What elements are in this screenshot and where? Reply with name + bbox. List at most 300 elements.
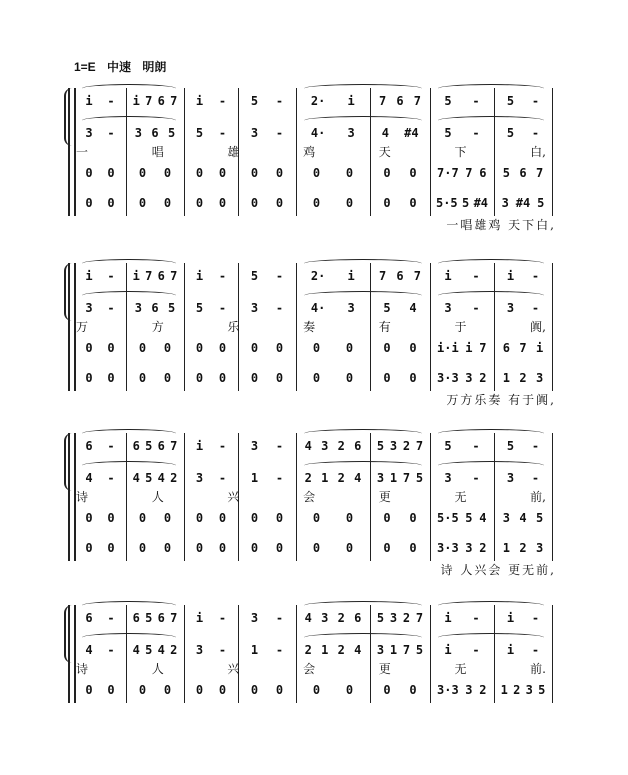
measure <box>300 505 366 531</box>
note: 0 <box>195 341 204 355</box>
note: - <box>107 94 115 108</box>
note: 0 <box>312 341 321 355</box>
note: #4 <box>404 126 419 140</box>
note: i <box>506 611 515 625</box>
note: 0 <box>163 541 172 555</box>
measure <box>434 335 490 361</box>
measure <box>374 535 426 561</box>
score-header <box>74 58 174 75</box>
lyric-syllable: 天 <box>378 145 391 159</box>
note: 6 <box>519 166 527 180</box>
note: 0 <box>275 683 284 697</box>
measure <box>300 190 366 216</box>
note: 0 <box>195 511 204 525</box>
note: 0 <box>107 166 115 180</box>
note: 6 <box>151 126 159 140</box>
measure <box>78 365 122 391</box>
mood-marking: 明朗 <box>142 60 167 74</box>
note: - <box>472 471 480 485</box>
note: 7 <box>379 94 387 108</box>
note: - <box>218 439 227 453</box>
note: 5 <box>506 94 515 108</box>
note: 0 <box>218 541 227 555</box>
note: - <box>531 439 540 453</box>
note: 3 <box>506 471 515 485</box>
note: - <box>218 471 227 485</box>
note: 4 <box>157 471 165 485</box>
part-row <box>0 160 628 186</box>
part-row <box>0 365 628 391</box>
note: 5 <box>195 301 204 315</box>
lyric-syllable: 万 <box>76 320 89 334</box>
note: - <box>275 301 284 315</box>
note: 3 <box>250 126 259 140</box>
note: i <box>132 94 140 108</box>
tempo-marking: 中速 <box>107 60 132 74</box>
measure <box>498 160 548 186</box>
note: 0 <box>163 166 172 180</box>
note: 3·3 <box>437 371 459 385</box>
note: 3 <box>321 611 329 625</box>
note: 0 <box>218 511 227 525</box>
note: 0 <box>85 511 93 525</box>
measure <box>78 535 122 561</box>
note: 0 <box>138 541 147 555</box>
measure <box>130 88 180 114</box>
note: 4 <box>85 471 93 485</box>
note: 0 <box>163 683 172 697</box>
note: 0 <box>275 166 284 180</box>
lyric-syllable: 下 <box>454 145 467 159</box>
note: 1 <box>321 471 329 485</box>
note: 5 <box>145 471 153 485</box>
note: i <box>506 643 515 657</box>
note: 0 <box>85 371 93 385</box>
note: 0 <box>345 196 354 210</box>
note: 3 <box>465 371 473 385</box>
note: 2 <box>337 439 345 453</box>
note: 0 <box>138 166 147 180</box>
note: 6 <box>354 611 362 625</box>
note: 7 <box>413 269 421 283</box>
note: 0 <box>250 166 259 180</box>
measure <box>434 160 490 186</box>
note: - <box>531 611 540 625</box>
note: 0 <box>218 683 227 697</box>
note: - <box>275 611 284 625</box>
note: 6 <box>502 341 510 355</box>
note: 6 <box>85 611 93 625</box>
measure <box>130 505 180 531</box>
note: - <box>472 643 480 657</box>
note: - <box>275 126 284 140</box>
note: 1 <box>250 643 259 657</box>
note: i <box>85 94 93 108</box>
note: 1 <box>502 541 510 555</box>
note: 5 <box>506 439 515 453</box>
measure <box>374 605 426 631</box>
note: 3 <box>536 541 544 555</box>
note: 1 <box>389 643 398 657</box>
note: 0 <box>409 541 417 555</box>
note: 0 <box>312 371 321 385</box>
note: 0 <box>85 166 93 180</box>
note: 0 <box>275 196 284 210</box>
note: 0 <box>138 511 147 525</box>
note: 3 <box>525 683 533 697</box>
note: 3 <box>465 541 473 555</box>
note: 4 <box>304 439 312 453</box>
measure <box>300 365 366 391</box>
note: i <box>132 269 140 283</box>
note: 6 <box>479 166 487 180</box>
note: 5 <box>250 94 259 108</box>
note: i <box>195 611 204 625</box>
note: 4 <box>354 643 362 657</box>
measure <box>498 88 548 114</box>
note: - <box>218 269 227 283</box>
note: - <box>472 269 480 283</box>
note: 5·5 <box>435 196 458 210</box>
note: 6 <box>157 94 165 108</box>
note: 0 <box>250 196 259 210</box>
measure <box>188 88 234 114</box>
measure <box>300 160 366 186</box>
note: 0 <box>218 341 227 355</box>
note: 7 <box>170 439 178 453</box>
note: 0 <box>218 371 227 385</box>
part-row <box>0 88 628 114</box>
note: 0 <box>107 371 115 385</box>
note: 0 <box>195 683 204 697</box>
note: 5 <box>145 643 153 657</box>
lyric-syllable: 奏 <box>303 320 316 334</box>
lyric-syllable: 鸡 <box>303 145 316 159</box>
note: - <box>275 643 284 657</box>
lyric-syllable: 更 <box>378 662 391 676</box>
note: 0 <box>312 196 321 210</box>
note: 4 <box>85 643 93 657</box>
note: 0 <box>163 196 172 210</box>
note: 2 <box>170 643 178 657</box>
note: 4· <box>310 126 326 140</box>
note: 0 <box>312 166 321 180</box>
note: 2 <box>402 439 411 453</box>
measure <box>188 605 234 631</box>
note: 0 <box>250 371 259 385</box>
lyrics-bottom: 万方乐奏 有于阗, <box>446 393 556 407</box>
note: 0 <box>85 541 93 555</box>
note: 0 <box>250 341 259 355</box>
measure <box>130 160 180 186</box>
note: 5 <box>444 126 452 140</box>
note: 4 <box>381 126 389 140</box>
part-row <box>0 605 628 631</box>
measure <box>188 335 234 361</box>
note: 0 <box>107 541 115 555</box>
note: 0 <box>312 683 321 697</box>
note: 6 <box>157 611 165 625</box>
note: 7 <box>145 269 153 283</box>
note: 5·5 <box>437 511 459 525</box>
measure <box>242 505 292 531</box>
lyrics-line <box>76 143 546 161</box>
note: 2 <box>304 471 312 485</box>
note: 7 <box>379 269 387 283</box>
measure <box>498 605 548 631</box>
note: 4 <box>304 611 312 625</box>
note: 4 <box>132 471 140 485</box>
note: - <box>107 301 115 315</box>
note: 3 <box>376 643 385 657</box>
lyric-syllable: 白, <box>530 145 546 159</box>
note: 0 <box>345 683 354 697</box>
lyric-syllable: 诗 <box>76 490 89 504</box>
measure <box>242 365 292 391</box>
note: 5 <box>145 439 153 453</box>
note: 4 <box>479 511 487 525</box>
note: 0 <box>409 371 417 385</box>
note: - <box>107 471 115 485</box>
measure <box>130 335 180 361</box>
note: 3 <box>195 643 204 657</box>
note: - <box>472 301 480 315</box>
note: 0 <box>138 341 147 355</box>
note: 0 <box>409 683 417 697</box>
note: 5 <box>250 269 259 283</box>
note: - <box>218 126 227 140</box>
note: - <box>275 94 284 108</box>
note: 1 <box>250 471 259 485</box>
note: 0 <box>107 683 115 697</box>
note: 4 <box>132 643 140 657</box>
note: 3 <box>85 126 93 140</box>
measure <box>130 535 180 561</box>
part-row <box>0 263 628 289</box>
note: 0 <box>409 511 417 525</box>
note: 0 <box>409 166 417 180</box>
note: 3 <box>347 126 355 140</box>
note: 5 <box>145 611 153 625</box>
note: 7 <box>415 439 424 453</box>
note: - <box>218 643 227 657</box>
measure <box>434 190 490 216</box>
note: 2 <box>402 611 411 625</box>
lyric-syllable: 会 <box>303 662 316 676</box>
note: 7 <box>402 643 411 657</box>
note: 7 <box>170 269 178 283</box>
measure <box>498 677 548 703</box>
measure <box>374 677 426 703</box>
measure <box>434 535 490 561</box>
note: - <box>107 126 115 140</box>
note: 0 <box>275 371 284 385</box>
measure <box>78 335 122 361</box>
lyric-syllable: 于 <box>454 320 467 334</box>
lyric-syllable: 会 <box>303 490 316 504</box>
note: 0 <box>107 196 115 210</box>
note: 0 <box>107 341 115 355</box>
note: 0 <box>250 541 259 555</box>
note: 0 <box>163 511 172 525</box>
note: 2 <box>519 541 527 555</box>
measure <box>188 160 234 186</box>
measure <box>242 190 292 216</box>
note: 0 <box>195 371 204 385</box>
note: 7 <box>145 94 153 108</box>
measure <box>498 263 548 289</box>
note: 5 <box>168 126 176 140</box>
note: 5 <box>195 126 204 140</box>
note: i <box>444 611 452 625</box>
lyric-syllable: 前, <box>530 490 546 504</box>
note: 3 <box>347 301 355 315</box>
note: - <box>275 439 284 453</box>
note: 1 <box>389 471 398 485</box>
note: 6 <box>396 269 404 283</box>
lyric-syllable: 唱 <box>151 145 164 159</box>
note: 7 <box>170 94 178 108</box>
note: 5 <box>376 439 385 453</box>
note: 7·7 <box>437 166 459 180</box>
measure <box>374 335 426 361</box>
note: 0 <box>383 371 391 385</box>
note: - <box>531 643 540 657</box>
note: 5 <box>383 301 391 315</box>
measure <box>78 677 122 703</box>
lyric-syllable: 诗 <box>76 662 89 676</box>
note: 3 <box>250 611 259 625</box>
note: - <box>472 94 480 108</box>
note: 3·3 <box>437 683 459 697</box>
measure <box>374 263 426 289</box>
note: 4 <box>157 643 165 657</box>
measure <box>242 433 292 459</box>
measure <box>188 263 234 289</box>
note: i <box>506 269 515 283</box>
note: - <box>472 126 480 140</box>
measure <box>498 505 548 531</box>
note: 0 <box>383 166 391 180</box>
note: 3 <box>444 301 452 315</box>
part-row <box>0 433 628 459</box>
note: 3·3 <box>437 541 459 555</box>
note: 5 <box>537 196 545 210</box>
measure <box>498 365 548 391</box>
note: 3 <box>502 511 510 525</box>
lyric-syllable: 更 <box>378 490 391 504</box>
measure <box>78 505 122 531</box>
measure <box>374 505 426 531</box>
note: 0 <box>383 541 391 555</box>
note: 3 <box>134 126 142 140</box>
lyric-syllable: 兴 <box>227 662 240 676</box>
measure <box>130 433 180 459</box>
note: 3 <box>389 611 398 625</box>
measure <box>130 365 180 391</box>
note: - <box>531 301 540 315</box>
lyric-syllable: 无 <box>454 490 467 504</box>
note: i <box>347 94 355 108</box>
note: - <box>275 269 284 283</box>
note: 0 <box>345 541 354 555</box>
note: 0 <box>275 511 284 525</box>
lyrics-line <box>76 660 546 678</box>
note: - <box>218 94 227 108</box>
note: 0 <box>85 196 93 210</box>
note: 5 <box>444 439 452 453</box>
measure <box>130 605 180 631</box>
note: 6 <box>151 301 159 315</box>
note: 5 <box>538 683 546 697</box>
measure <box>188 433 234 459</box>
note: 0 <box>250 511 259 525</box>
note: 3 <box>250 439 259 453</box>
note: 1 <box>500 683 508 697</box>
note: 0 <box>383 683 391 697</box>
measure <box>130 263 180 289</box>
note: - <box>472 611 480 625</box>
lyric-syllable: 前. <box>530 662 546 676</box>
lyric-syllable: 方 <box>151 320 164 334</box>
measure <box>374 365 426 391</box>
note: - <box>107 269 115 283</box>
measure <box>188 535 234 561</box>
note: 2 <box>337 471 345 485</box>
note: 0 <box>345 371 354 385</box>
lyrics-line <box>76 318 546 336</box>
note: - <box>531 94 540 108</box>
measure <box>434 677 490 703</box>
note: 6 <box>132 439 140 453</box>
measure <box>498 535 548 561</box>
note: - <box>472 439 480 453</box>
note: 0 <box>85 683 93 697</box>
note: i <box>444 269 452 283</box>
note: 7 <box>413 94 421 108</box>
lyrics-line <box>76 488 546 506</box>
note: 3 <box>250 301 259 315</box>
note: 3 <box>134 301 142 315</box>
note: 0 <box>275 341 284 355</box>
note: 7 <box>415 611 424 625</box>
lyric-syllable: 无 <box>454 662 467 676</box>
note: 6 <box>354 439 362 453</box>
measure <box>498 433 548 459</box>
note: i <box>444 643 452 657</box>
note: 0 <box>312 511 321 525</box>
note: i <box>465 341 473 355</box>
note: 0 <box>345 341 354 355</box>
note: 3 <box>376 471 385 485</box>
note: 5 <box>376 611 385 625</box>
measure <box>434 505 490 531</box>
note: 3 <box>321 439 329 453</box>
note: 3 <box>501 196 509 210</box>
note: 0 <box>312 541 321 555</box>
note: 0 <box>275 541 284 555</box>
lyric-syllable: 乐 <box>227 320 240 334</box>
note: 5 <box>461 196 470 210</box>
note: 6 <box>396 94 404 108</box>
lyrics-bottom: 一唱雄鸡 天下白, <box>446 218 556 232</box>
note: 4 <box>409 301 417 315</box>
lyric-syllable: 一 <box>76 145 89 159</box>
note: 2· <box>310 94 326 108</box>
measure <box>242 535 292 561</box>
note: - <box>107 643 115 657</box>
note: 7 <box>519 341 527 355</box>
